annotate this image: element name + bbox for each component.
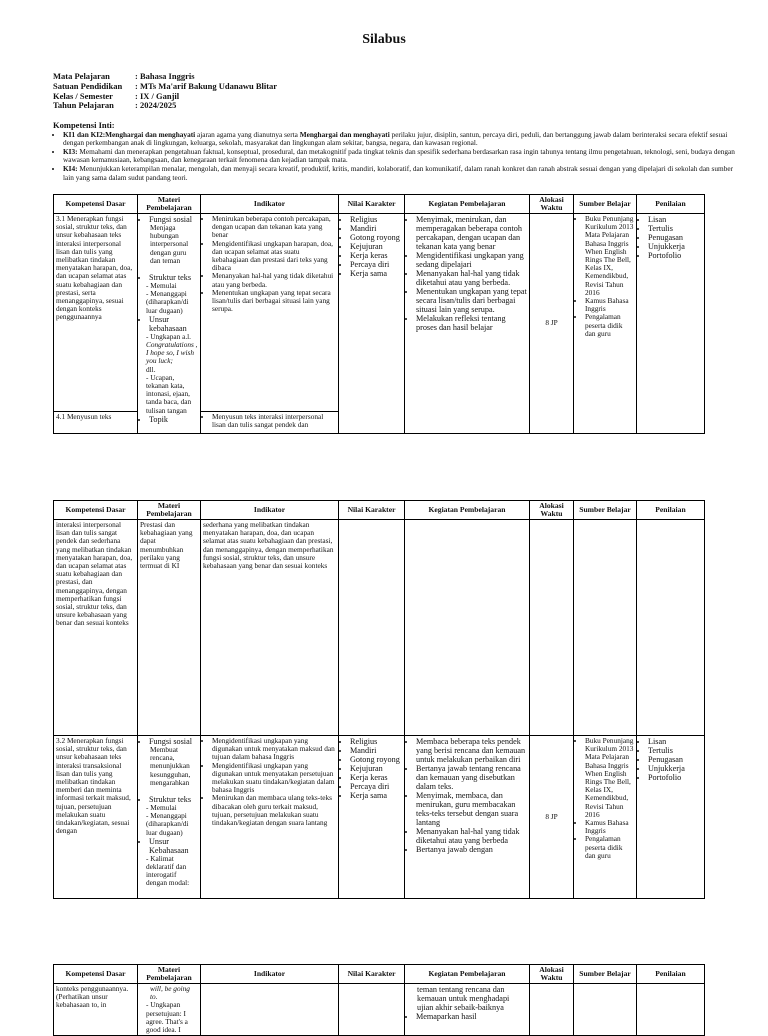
nilai-cell: [339, 736, 405, 899]
header-sumber: Sumber Belajar: [574, 195, 637, 214]
penilaian-cell: [637, 520, 705, 736]
header-kompetensi-dasar: Kompetensi Dasar: [54, 501, 138, 520]
penilaian-item: • Tertulis: [648, 746, 702, 755]
materi-bullet: • Struktur teks: [149, 273, 198, 282]
kegiatan-item: • Menentukan ungkapan yang tepat secara lisan/tulis dari berbagai situasi lain yang serupa.: [416, 287, 527, 314]
penilaian-cell: [637, 214, 705, 434]
indikator-cell: [201, 984, 339, 1036]
kegiatan-text: teman tentang rencana dan kemauan untuk menghadapi ujian akhir sebaik-baiknya: [417, 985, 510, 1012]
kegiatan-item: • Menanyakan hal-hal yang tidak diketahui atau yang berbeda: [416, 827, 527, 845]
nilai-item: • Kerja keras: [350, 773, 402, 782]
header-penilaian: Penilaian: [637, 195, 705, 214]
indikator-cell: [201, 736, 339, 899]
nilai-item: • Religius: [350, 737, 402, 746]
header-penilaian: Penilaian: [637, 965, 705, 984]
header-sumber: Sumber Belajar: [574, 965, 637, 984]
nilai-item: • Mandiri: [350, 746, 402, 755]
header-alokasi: Alokasi Waktu: [530, 195, 574, 214]
nilai-item: • Gotong royong: [350, 233, 402, 242]
materi-bullet: • Topik: [149, 415, 198, 424]
penilaian-cell: [637, 736, 705, 899]
syllabus-table-2: [53, 500, 705, 899]
materi-sub: - Kalimat deklaratif dan interogatif dengan modal:: [146, 855, 198, 888]
kd-cell: 3.1 Menerapkan fungsi sosial, struktur teks, dan unsur kebahasaan teks interaksi interpersonal lisan dan tulis yang melibatkan tindakan menyatakan harapan, doa, dan ucapan selamat atas suatu kebahagiaan dan prestasi, serta menanggapinya, sesuai dengan konteks penggunaannya: [54, 214, 138, 412]
meta-value: : MTs Ma'arif Bakung Udanawu Blitar: [135, 80, 278, 91]
kegiatan-item: • Menyimak, menirukan, dan memperagakan beberapa contoh percakapan, dengan ucapan dan tekanan kata yang benar: [416, 215, 527, 251]
meta-key: Tahun Pelajaran: [53, 100, 114, 111]
ki-heading: Kompetensi Inti:: [53, 120, 115, 130]
header-kegiatan: Kegiatan Pembelajaran: [405, 195, 530, 214]
header-indikator: Indikator: [201, 501, 339, 520]
penilaian-item: • Penugasan: [648, 233, 702, 242]
nilai-item: • Kejujuran: [350, 242, 402, 251]
meta-key: Kelas / Semester: [53, 90, 113, 101]
materi-bullet: • Fungsi sosial: [149, 215, 198, 224]
kegiatan-item: • Menyimak, membaca, dan menirukan, guru membacakan teks-teks tersebut dengan suara lantang: [416, 791, 527, 827]
sumber-cell: [574, 984, 637, 1036]
indikator-item: • Menanyakan hal-hal yang tidak diketahui atau yang berbeda.: [212, 272, 336, 288]
page-title: Silabus: [362, 32, 406, 47]
header-kompetensi-dasar: Kompetensi Dasar: [54, 195, 138, 214]
kegiatan-cell: [405, 214, 530, 434]
materi-cell: Prestasi dan kebahagiaan yang dapat menumbuhkan perilaku yang termuat di KI: [138, 520, 201, 736]
kegiatan-item: • Membaca beberapa teks pendek yang berisi rencana dan kemauan untuk melakukan perbaikan diri: [416, 737, 527, 764]
indikator-item: • Menirukan dan membaca ulang teks-teks dibacakan oleh guru terkait maksud, tujuan, persetujuan melakukan suatu tindakan/kegiatan dengan suara lantang: [212, 794, 336, 827]
ki-item: • KI1 dan KI2:Menghargai dan menghayati ajaran agama yang dianutnya serta Menghargai dan menghayati perilaku jujur, disiplin, santun, percaya diri, peduli, dan bertanggung jawab dalam berinteraksi secara efektif sesuai dengan perkembangan anak di lingkungan, keluarga, sekolah, masyarakat dan lingkungan alam sekitar, bangsa, negara, dan kawasan regional.: [63, 131, 743, 148]
materi-sub: - Ucapan, tekanan kata, intonasi, ejaan, tanda baca, dan tulisan tangan: [146, 374, 198, 415]
indikator-item: • Mengidentifikasi ungkapan yang digunakan untuk menyatakan maksud dan tujuan dalam bahasa Inggris: [212, 737, 336, 762]
sumber-item: • Kamus Bahasa Inggris: [585, 297, 634, 313]
kd-cell: interaksi interpersonal lisan dan tulis sangat pendek dan sederhana yang melibatkan tindakan menyatakan harapan, doa, dan ucapan selamat atas suatu kebahagiaan dan prestasi, dan menanggapinya, dengan memperhatikan fungsi sosial, struktur teks, dan unsure kebahasaan yang benar dan sesuai konteks: [54, 520, 138, 736]
materi-sub: - Memulai: [146, 804, 198, 812]
sumber-cell: [574, 736, 637, 899]
penilaian-item: • Portofolio: [648, 773, 702, 782]
header-nilai-karakter: Nilai Karakter: [339, 501, 405, 520]
kegiatan-item: • Melakukan refleksi tentang proses dan hasil belajar: [416, 314, 527, 332]
materi-bullet: • Unsur kebahasaan: [149, 315, 198, 333]
nilai-item: • Gotong royong: [350, 755, 402, 764]
header-kegiatan: Kegiatan Pembelajaran: [405, 501, 530, 520]
meta-value: : Bahasa Inggris: [135, 71, 195, 81]
nilai-item: • Kerja sama: [350, 269, 402, 278]
nilai-cell: [339, 214, 405, 434]
indikator-item: • Menyusun teks interaksi interpersonal lisan dan tulis sangat pendek dan: [212, 413, 336, 429]
ki-item: • KI3: Memahami dan menerapkan pengetahuan faktual, konseptual, prosedural, dan metakognitif pada tingkat teknis dan spesifik sederhana berdasarkan rasa ingin tahunya tentang ilmu pengetahuan, teknologi, seni, budaya dengan wawasan kemanusiaan, kebangsaan, dan kenegaraan terkait fenomena dan kejadian tampak mata.: [63, 148, 743, 165]
sumber-item: • Pengalaman peserta didik dan guru: [585, 313, 634, 338]
alokasi-cell: [530, 984, 574, 1036]
header-materi: Materi Pembelajaran: [138, 195, 201, 214]
sumber-cell: [574, 214, 637, 434]
indikator-cell: [201, 214, 339, 412]
indikator-cell: [201, 412, 339, 434]
kompetensi-inti: [53, 121, 743, 182]
kegiatan-item: • Menanyakan hal-hal yang tidak diketahui atau yang berbeda.: [416, 269, 527, 287]
penilaian-cell: [637, 984, 705, 1036]
indikator-item: • Menirukan beberapa contoh percakapan, dengan ucapan dan tekanan kata yang benar: [212, 215, 336, 240]
kd-cell: konteks penggunaannya. (Perhatikan unsur kebahasaan to, in: [54, 984, 138, 1036]
penilaian-item: • Tertulis: [648, 224, 702, 233]
materi-sub: - Menanggapi (diharapkan/di luar dugaan): [146, 812, 198, 837]
materi-sub: - Memulai: [146, 282, 198, 290]
kd-cell: 3.2 Menerapkan fungsi sosial, struktur teks, dan unsur kebahasaan teks interaksi transaksional lisan dan tulis yang melibatkan tindakan memberi dan meminta informasi terkait maksud, tujuan, persetujuan melakukan suatu tindakan/kegiatan, sesuai dengan: [54, 736, 138, 899]
meta-key: Mata Pelajaran: [53, 71, 110, 81]
materi-cell: [138, 214, 201, 434]
header-sumber: Sumber Belajar: [574, 501, 637, 520]
materi-text: Menjaga hubungan interpersonal dengan guru dan teman: [150, 223, 189, 265]
penilaian-item: • Portofolio: [648, 251, 702, 260]
meta-key: Satuan Pendidikan: [53, 80, 123, 91]
header-materi: Materi Pembelajaran: [138, 965, 201, 984]
nilai-item: • Kejujuran: [350, 764, 402, 773]
kegiatan-item: • Memaparkan hasil: [416, 1012, 527, 1021]
kegiatan-item: • Bertanya jawab dengan: [416, 845, 527, 854]
sumber-item: • Buku Penunjang Kurikulum 2013 Mata Pelajaran Bahasa Inggris When English Rings The Bell, Kelas IX, Kemendikbud, Revisi Tahun 2016: [585, 215, 634, 297]
materi-sub: - Ungkapan a.l. Congratulations , I hope so, I wish you luck; dll.: [146, 333, 198, 374]
nilai-item: • Percaya diri: [350, 782, 402, 791]
penilaian-item: • Lisan: [648, 215, 702, 224]
header-materi: Materi Pembelajaran: [138, 501, 201, 520]
sumber-cell: [574, 520, 637, 736]
sumber-item: • Pengalaman peserta didik dan guru: [585, 835, 634, 860]
syllabus-table-3: [53, 964, 705, 1036]
header-penilaian: Penilaian: [637, 501, 705, 520]
materi-bullet: • Fungsi sosial: [149, 737, 198, 746]
header-kompetensi-dasar: Kompetensi Dasar: [54, 965, 138, 984]
alokasi-cell: [530, 520, 574, 736]
header-kegiatan: Kegiatan Pembelajaran: [405, 965, 530, 984]
identity-block: [53, 72, 277, 111]
indikator-item: • Mengidentifikasi ungkapan yang digunakan untuk menyatakan persetujuan melakukan suatu tindakan/kegiatan dalam bahasa Inggris: [212, 762, 336, 795]
meta-value: : IX / Ganjil: [135, 90, 180, 101]
penilaian-item: • Unjukkerja: [648, 764, 702, 773]
penilaian-item: • Penugasan: [648, 755, 702, 764]
indikator-item: • Mengidentifikasi ungkapan harapan, doa, dan ucapan selamat atas suatu kebahagiaan dan prestasi dari teks yang dibaca: [212, 240, 336, 273]
kegiatan-cell: [405, 984, 530, 1036]
nilai-item: • Kerja keras: [350, 251, 402, 260]
nilai-item: • Kerja sama: [350, 791, 402, 800]
header-alokasi: Alokasi Waktu: [530, 965, 574, 984]
meta-value: : 2024/2025: [135, 100, 177, 111]
materi-sub: - Ungkapan persetujuan: I agree. That's a good idea. I: [146, 1001, 198, 1034]
ki-item: • KI4: Menunjukkan keterampilan menalar, mengolah, dan menyaji secara kreatif, produktif, kritis, mandiri, kolaboratif, dan komunikatif, dalam ranah konkret dan ranah abstrak sesuai dengan yang dipelajari di sekolah dan sumber lain yang sama dalam sudut pandang teori.: [63, 165, 743, 182]
header-nilai-karakter: Nilai Karakter: [339, 195, 405, 214]
penilaian-item: • Lisan: [648, 737, 702, 746]
kegiatan-cell: [405, 736, 530, 899]
header-nilai-karakter: Nilai Karakter: [339, 965, 405, 984]
kd-cell: 4.1 Menyusun teks: [54, 412, 138, 434]
alokasi-cell: 8 JP: [530, 214, 574, 434]
indikator-item: • Menentukan ungkapan yang tepat secara lisan/tulis dari berbagai situasi lain yang serupa.: [212, 289, 336, 314]
materi-sub: - Menanggapi (diharapkan/di luar dugaan): [146, 290, 198, 315]
kegiatan-cell: [405, 520, 530, 736]
header-alokasi: Alokasi Waktu: [530, 501, 574, 520]
materi-cell: [138, 736, 201, 899]
syllabus-table-1: [53, 194, 705, 434]
sumber-item: • Buku Penunjang Kurikulum 2013 Mata Pelajaran Bahasa Inggris When English Rings The Bell, Kelas IX, Kemendikbud, Revisi Tahun 2016: [585, 737, 634, 819]
indikator-cell: sederhana yang melibatkan tindakan menyatakan harapan, doa, dan ucapan selamat atas suatu kebahagiaan dan prestasi, dan menanggapinya, dengan memperhatikan fungsi sosial, struktur teks, dan unsure kebahasaan yang benar dan sesuai konteks: [201, 520, 339, 736]
alokasi-cell: 8 JP: [530, 736, 574, 899]
sumber-item: • Kamus Bahasa Inggris: [585, 819, 634, 835]
nilai-cell: [339, 984, 405, 1036]
penilaian-item: • Unjukkerja: [648, 242, 702, 251]
meta-row: [53, 101, 277, 111]
materi-bullet: • Unsur Kebahasaan: [149, 837, 198, 855]
materi-text: Membuat rencana, menunjukkan kesungguhan, mengarahkan: [150, 745, 191, 787]
nilai-item: • Mandiri: [350, 224, 402, 233]
nilai-item: • Religius: [350, 215, 402, 224]
header-indikator: Indikator: [201, 965, 339, 984]
materi-bullet: • Struktur teks: [149, 795, 198, 804]
kegiatan-item: • Mengidentifikasi ungkapan yang sedang dipelajari: [416, 251, 527, 269]
header-indikator: Indikator: [201, 195, 339, 214]
materi-text: will, be going to.: [150, 984, 190, 1002]
nilai-item: • Percaya diri: [350, 260, 402, 269]
materi-cell: [138, 984, 201, 1036]
nilai-cell: [339, 520, 405, 736]
kegiatan-item: • Bertanya jawab tentang rencana dan kemauan yang disebutkan dalam teks.: [416, 764, 527, 791]
